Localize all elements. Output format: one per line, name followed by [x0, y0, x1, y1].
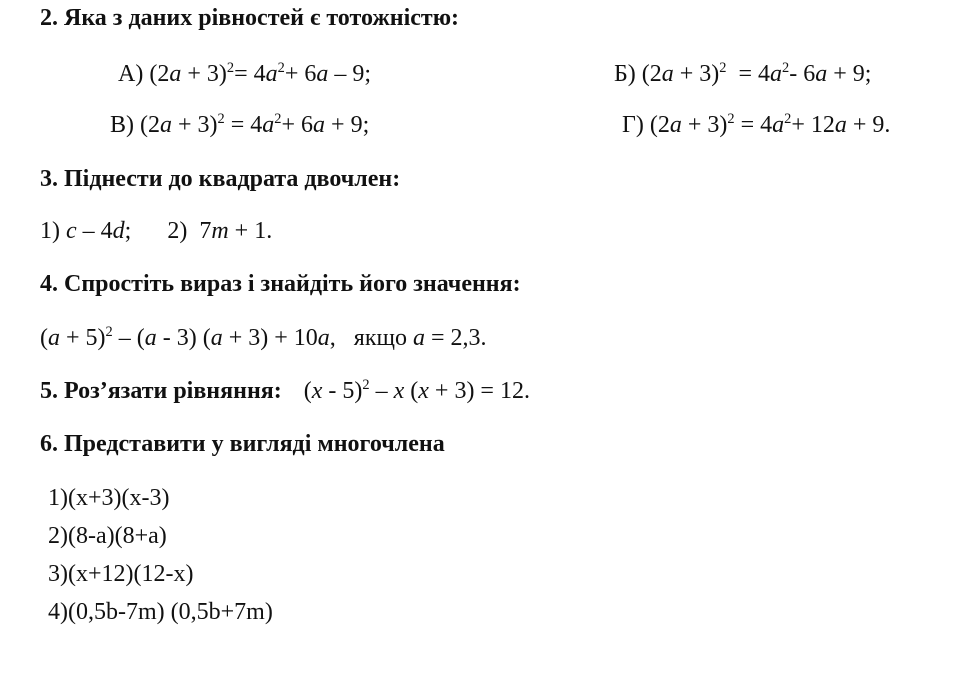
q3-binomial-1: 1) c – 4d; [40, 218, 132, 244]
q2-option-c: В) $(2a + 3)^2 = 4a^2+ 6a + 9$; [110, 111, 370, 138]
q6-item-3: 3)(x+12)(12-x) [48, 561, 194, 587]
q2-option-a: А) $(2a + 3)^2= 4a^2+ 6a - 9$; [118, 60, 372, 87]
q3-binomials [40, 217, 272, 245]
q3-binomial-2: 2) 7m + 1. [167, 218, 273, 244]
q2-option-d: Г) $(2a + 3)^2 = 4a^2+ 12a + 9$. [622, 111, 891, 138]
q5-equation: (x - 5)$^2$ – x (x + 3) = 12. [303, 377, 530, 404]
q6-item-2: 2)(8-a)(8+a) [48, 523, 167, 549]
q6-item-4: 4)(0,5b-7m) (0,5b+7m) [48, 599, 273, 625]
q4-expression: $(a + 5)^2 - (a - 3)$ (a + 3) + 10a, якщо a = 2,3. [40, 324, 487, 351]
q2-option-b: Б) $(2a + 3)^2 = 4a^2-$ 6a + 9; [614, 60, 872, 87]
question-5 [40, 377, 530, 405]
question-3-title: 3. Піднести до квадрата двочлен: [40, 166, 401, 192]
question-2-title: 2. Яка з даних рівностей є тотожністю: [40, 5, 460, 31]
q6-item-1: 1)(x+3)(x-3) [48, 485, 170, 511]
question-6-title: 6. Представити у вигляді многочлена [40, 431, 445, 457]
question-5-title: 5. Роз’язати рівняння: [40, 378, 282, 404]
question-4-title: 4. Спростіть вираз і знайдіть його значення: [40, 271, 521, 297]
